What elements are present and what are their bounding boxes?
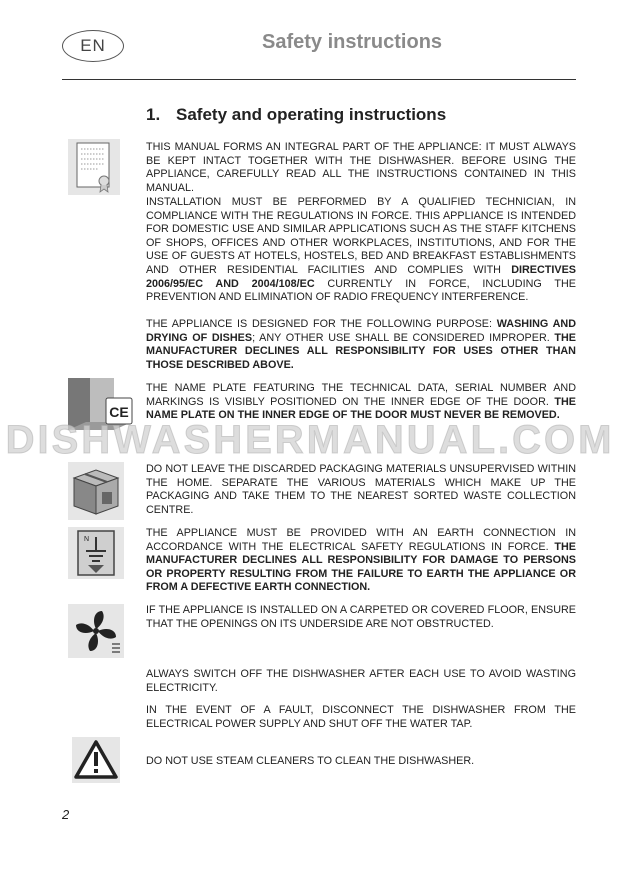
- purpose-improper: ; ANY OTHER USE SHALL BE CONSIDERED IMPROPER.: [252, 331, 555, 344]
- paragraph-installation: [146, 196, 576, 305]
- paragraph-steam-cleaners: DO NOT USE STEAM CLEANERS TO CLEAN THE DISHWASHER.: [146, 755, 475, 767]
- earth-disclaimer: THE MANUFACTURER DECLINES ALL RESPONSIBILITY FOR DAMAGE TO PERSONS OR PROPERTY RESULTING FROM THE FAILURE TO EARTH THE APPLIANCE OR FROM A DEFECTIVE EARTH CONNECTION.: [146, 540, 576, 594]
- manual-document-icon: [68, 139, 120, 195]
- ce-name-plate-icon: [68, 378, 134, 440]
- section-number: 1.: [146, 105, 161, 124]
- page-number: 2: [62, 807, 70, 822]
- name-plate-text: THE NAME PLATE FEATURING THE TECHNICAL DATA, SERIAL NUMBER AND MARKINGS IS VISIBLY POSITIONED ON THE INNER EDGE OF THE DOOR.: [146, 382, 576, 408]
- installation-text-end: CURRENTLY IN FORCE, INCLUDING THE PREVENTION AND ELIMINATION OF RADIO FREQUENCY INTERFERENCE.: [146, 277, 576, 304]
- language-badge: [62, 30, 124, 62]
- paragraph-fault: IN THE EVENT OF A FAULT, DISCONNECT THE DISHWASHER FROM THE ELECTRICAL POWER SUPPLY AND SHUT OFF THE WATER TAP.: [146, 704, 576, 730]
- paragraph-intended-purpose: [146, 318, 576, 372]
- page-header-title: Safety instructions: [262, 31, 443, 53]
- installation-text: INSTALLATION MUST BE PERFORMED BY A QUALIFIED TECHNICIAN, IN COMPLIANCE WITH THE REGULATIONS IN FORCE. THIS APPLIANCE IS INTENDED FOR DOMESTIC USE AND SIMILAR APPLICATIONS SUCH AS THE STAFF KITCHENS OF SHOPS, OFFICES AND OTHER WORKPLACES, INSTITUTIONS, AND FOR THE USE OF GUESTS AT HOTELS, HOSTELS, BED AND BREAKFAST ESTABLISHMENTS AND OTHER RESIDENTIAL FACILITIES AND COMPLIES WITH: [146, 196, 576, 276]
- warning-triangle-icon: [72, 737, 120, 783]
- packaging-box-icon: [68, 462, 124, 520]
- paragraph-manual-integral: THIS MANUAL FORMS AN INTEGRAL PART OF THE APPLIANCE: IT MUST ALWAYS BE KEPT INTACT TOGETHER WITH THE DISHWASHER. BEFORE USING THE APPLIANCE, CAREFULLY READ ALL THE INSTRUCTIONS CONTAINED IN THIS MANUAL.: [146, 141, 576, 194]
- paragraph-switch-off: ALWAYS SWITCH OFF THE DISHWASHER AFTER EACH USE TO AVOID WASTING ELECTRICITY.: [146, 668, 576, 694]
- language-label: EN: [80, 36, 106, 55]
- paragraph-carpet-floor: IF THE APPLIANCE IS INSTALLED ON A CARPETED OR COVERED FLOOR, ENSURE THAT THE OPENINGS ON ITS UNDERSIDE ARE NOT OBSTRUCTED.: [146, 604, 576, 630]
- directives-text: DIRECTIVES 2006/95/EC AND 2004/108/EC: [146, 263, 576, 290]
- purpose-disclaimer: THE MANUFACTURER DECLINES ALL RESPONSIBILITY FOR USES OTHER THAN THOSE DESCRIBED ABOVE.: [146, 331, 577, 371]
- paragraph-name-plate: [146, 382, 576, 423]
- ce-mark: CE: [109, 404, 129, 420]
- purpose-bold: WASHING AND DRYING OF DISHES: [146, 318, 576, 344]
- earth-connection-icon: [68, 527, 124, 579]
- header-divider: [62, 79, 576, 80]
- purpose-text: THE APPLIANCE IS DESIGNED FOR THE FOLLOWING PURPOSE:: [146, 318, 497, 330]
- watermark: DISHWASHERMANUAL.COM: [5, 418, 615, 462]
- earth-label: N: [84, 536, 90, 543]
- fan-ventilation-icon: [68, 604, 124, 658]
- section-title: [146, 105, 446, 125]
- section-heading: Safety and operating instructions: [176, 105, 447, 124]
- paragraph-earth-connection: [146, 527, 576, 595]
- earth-text: THE APPLIANCE MUST BE PROVIDED WITH AN EARTH CONNECTION IN ACCORDANCE WITH THE ELECTRICAL SAFETY REGULATIONS IN FORCE.: [146, 527, 576, 553]
- paragraph-packaging: DO NOT LEAVE THE DISCARDED PACKAGING MATERIALS UNSUPERVISED WITHIN THE HOME. SEPARATE THE VARIOUS MATERIALS WHICH MAKE UP THE PACKAGING AND TAKE THEM TO THE NEAREST SORTED WASTE COLLECTION CENTRE.: [146, 463, 576, 516]
- name-plate-warning: THE NAME PLATE ON THE INNER EDGE OF THE DOOR MUST NEVER BE REMOVED.: [146, 395, 576, 422]
